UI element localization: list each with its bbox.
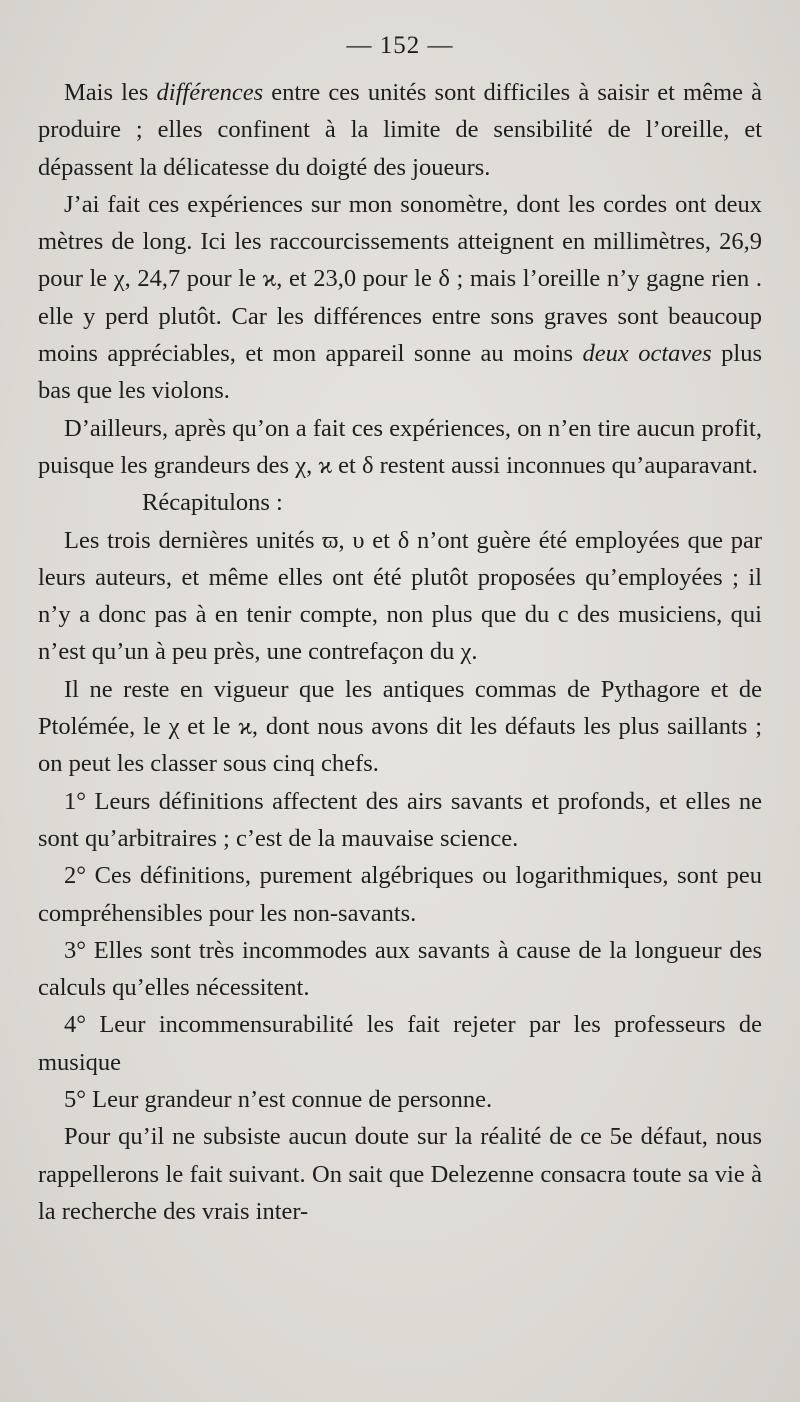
paragraph: Les trois dernières unités ϖ, υ et δ n’ont guère été employées que par leurs auteurs, et même elles ont été plutôt proposées qu’employées ; il n’y a donc pas à en tenir compte, non plus que du c des musiciens, qui n’est qu’un à peu près, une contrefaçon du χ. — [38, 526, 762, 666]
list-item: 1° Leurs définitions affectent des airs savants et profonds, et elles ne sont qu’arbitraires ; c’est de la mauvaise science. — [38, 787, 762, 852]
paragraph: Pour qu’il ne subsiste aucun doute sur la réalité de ce 5e défaut, nous rappellerons le fait suivant. On sait que Delezenne consacra toute sa vie à la recherche des vrais inter- — [38, 1123, 762, 1225]
text-run: entre ces unités sont difficiles à saisir et même à produire ; elles confinent à la limite de sensibilité de l’oreille, et dépassent la délicatesse du doigté des joueurs. — [38, 79, 762, 181]
page-body — [38, 74, 762, 1230]
text-run: J’ai fait ces expériences sur mon sonomètre, dont les cordes ont deux mètres de long. Ici les raccourcissements atteignent en millimètres, 26,9 pour le χ, 24,7 pour le ϰ, et 23,0 pour le δ ; mais l’oreille n’y gagne rien . elle y perd plutôt. Car les différences entre sons graves sont beaucoup moins appréciables, et mon appareil sonne au moins — [38, 190, 762, 368]
list-item: 4° Leur incommensurabilité les fait rejeter par les professeurs de musique — [38, 1011, 762, 1076]
paragraph: D’ailleurs, après qu’on a fait ces expériences, on n’en tire aucun profit, puisque les grandeurs des χ, ϰ et δ restent aussi inconnues qu’auparavant. — [38, 414, 762, 479]
text-run: Mais les — [64, 79, 157, 106]
emphasis: deux octaves — [582, 340, 712, 368]
section-heading: Récapitulons : — [142, 489, 283, 517]
list-item: 2° Ces définitions, purement algébriques ou logarithmiques, sont peu compréhensibles pour les non-savants. — [38, 862, 762, 927]
paragraph: Il ne reste en vigueur que les antiques commas de Pythagore et de Ptolémée, le χ et le ϰ, dont nous avons dit les défauts les plus saillants ; on peut les classer sous cinq chefs. — [38, 675, 762, 778]
paragraph — [38, 186, 762, 410]
list-item: 5° Leur grandeur n’est connue de personne. — [64, 1086, 493, 1114]
paragraph — [38, 74, 762, 186]
list-item: 3° Elles sont très incommodes aux savants à cause de la longueur des calculs qu’elles nécessitent. — [38, 936, 762, 1002]
text-run: plus bas que les violons. — [38, 340, 762, 405]
emphasis: différences — [156, 79, 264, 106]
page-number: — 152 — — [346, 32, 454, 59]
